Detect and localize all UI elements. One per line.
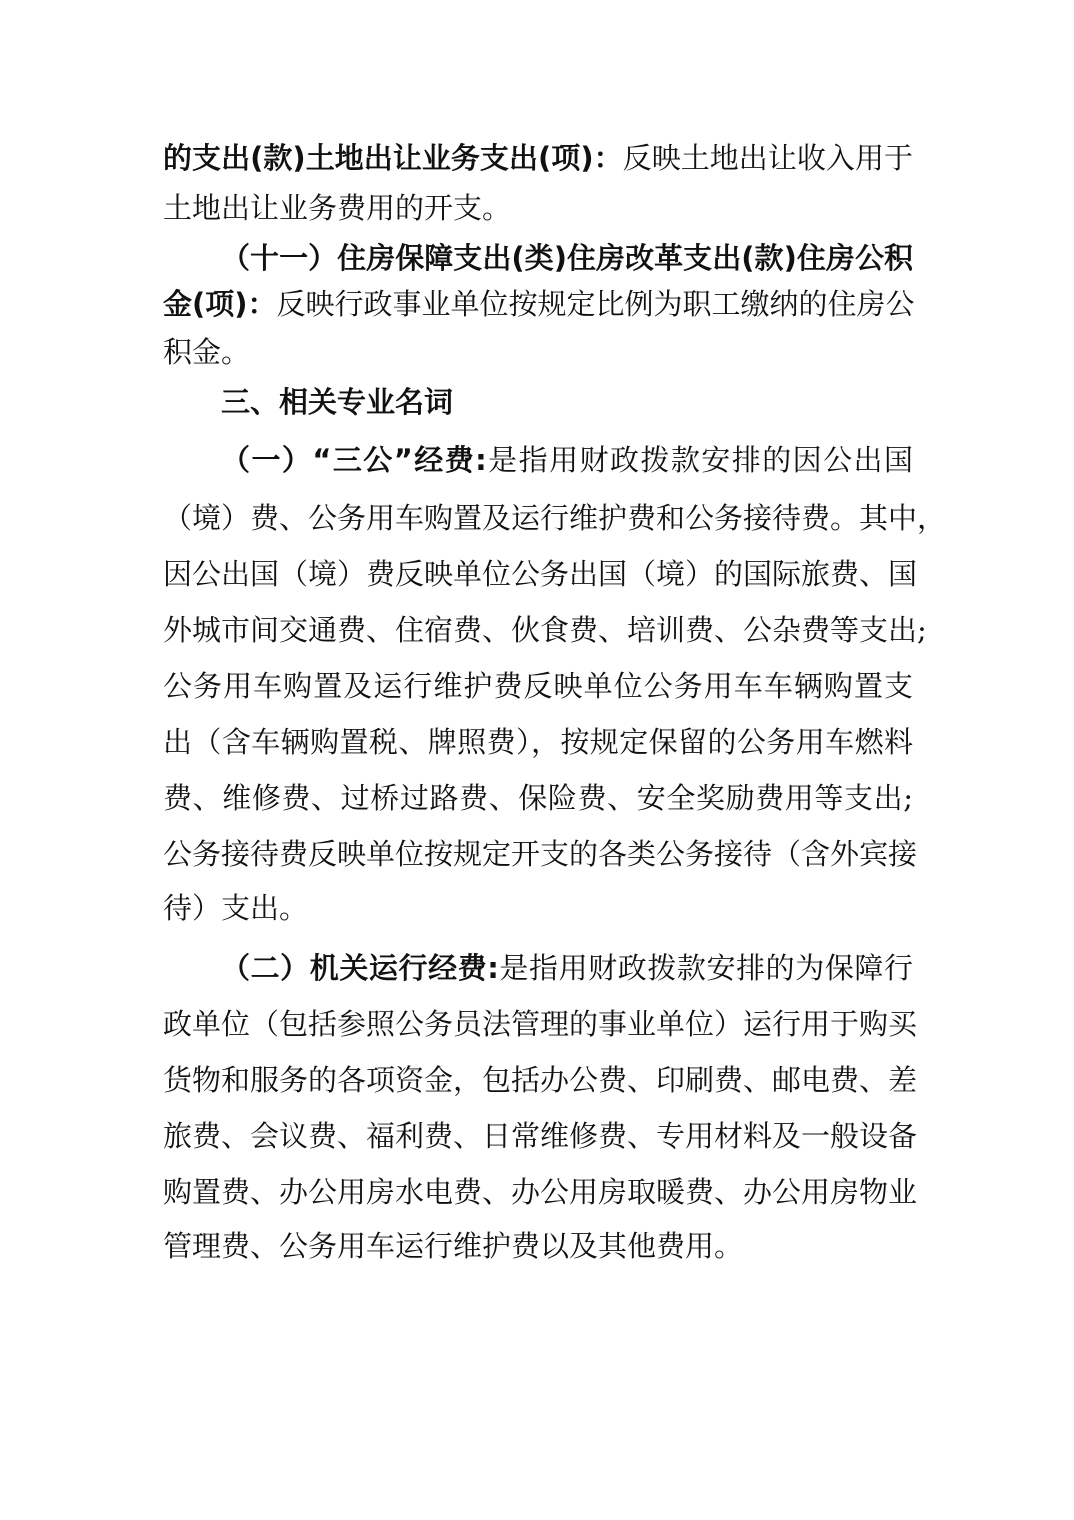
text-line bbox=[163, 138, 913, 178]
body-text: 外城市间交通费、住宿费、伙食费、培训费、公杂费等支出; bbox=[163, 613, 927, 647]
text-line bbox=[163, 554, 918, 594]
text-line bbox=[163, 1116, 918, 1156]
text-line bbox=[163, 722, 913, 762]
body-text: 反映行政事业单位按规定比例为职工缴纳的住房公 bbox=[276, 287, 915, 321]
body-text: 公务用车购置及运行维护费反映单位公务用车车辆购置支 bbox=[163, 669, 913, 703]
text-line bbox=[163, 610, 927, 650]
text-line bbox=[221, 948, 913, 988]
body-text: 管理费、公务用车运行维护费以及其他费用。 bbox=[163, 1229, 744, 1263]
body-text: 积金。 bbox=[163, 335, 251, 369]
body-text: 土地出让业务费用的开支。 bbox=[163, 191, 512, 225]
body-text: 因公出国（境）费反映单位公务出国（境）的国际旅费、国 bbox=[163, 557, 918, 591]
heading-text: 的支出(款)土地出让业务支出(项)： bbox=[163, 141, 623, 175]
body-text: 政单位（包括参照公务员法管理的事业单位）运行用于购买 bbox=[163, 1007, 918, 1041]
heading-text: （二）机关运行经费: bbox=[221, 951, 499, 985]
text-line bbox=[163, 778, 913, 818]
text-line bbox=[163, 1172, 918, 1212]
heading-text: 金(项)： bbox=[163, 287, 277, 321]
text-line bbox=[163, 1226, 913, 1266]
body-text: 反映土地出让收入用于 bbox=[622, 141, 913, 175]
heading-text: 三、相关专业名词 bbox=[221, 385, 454, 419]
text-line bbox=[221, 440, 913, 480]
body-text: 旅费、会议费、福利费、日常维修费、专用材料及一般设备 bbox=[163, 1119, 918, 1153]
text-line bbox=[163, 498, 947, 538]
text-line bbox=[221, 382, 913, 422]
body-text: 是指用财政拨款安排的因公出国 bbox=[486, 443, 913, 477]
text-line bbox=[163, 1060, 918, 1100]
body-text: 购置费、办公用房水电费、办公用房取暖费、办公用房物业 bbox=[163, 1175, 918, 1209]
body-text: 待）支出。 bbox=[163, 891, 309, 925]
body-text: 是指用财政拨款安排的为保障行 bbox=[498, 951, 913, 985]
body-text: 货物和服务的各项资金，包括办公费、印刷费、邮电费、差 bbox=[163, 1063, 918, 1097]
heading-text: （十一）住房保障支出(类)住房改革支出(款)住房公积 bbox=[221, 241, 913, 275]
text-line bbox=[163, 666, 913, 706]
text-line bbox=[163, 834, 918, 874]
text-line bbox=[163, 284, 913, 324]
text-line bbox=[163, 1004, 918, 1044]
text-line bbox=[163, 888, 913, 928]
body-text: （境）费、公务用车购置及运行维护费和公务接待费。其中， bbox=[163, 501, 947, 535]
text-line bbox=[163, 188, 913, 228]
body-text: 公务接待费反映单位按规定开支的各类公务接待（含外宾接 bbox=[163, 837, 918, 871]
text-line bbox=[163, 332, 913, 372]
body-text: 出（含车辆购置税、牌照费），按规定保留的公务用车燃料 bbox=[163, 725, 913, 759]
body-text: 费、维修费、过桥过路费、保险费、安全奖励费用等支出; bbox=[163, 781, 913, 815]
heading-text: （一）“三公”经费: bbox=[221, 443, 487, 477]
text-line bbox=[221, 238, 913, 278]
